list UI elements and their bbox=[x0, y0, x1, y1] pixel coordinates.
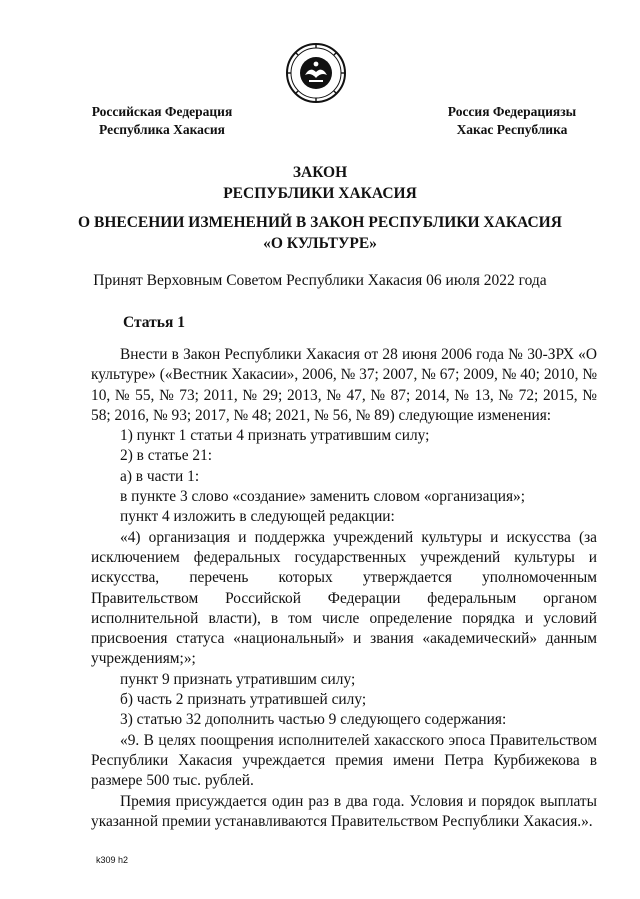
document-code: k309 h2 bbox=[96, 855, 129, 865]
header-right bbox=[432, 103, 592, 139]
law-subject-line2: «О КУЛЬТУРЕ» bbox=[263, 235, 377, 252]
header-left bbox=[82, 103, 242, 139]
header-left-country: Российская Федерация bbox=[91, 104, 233, 119]
header-right-republic: Хакас Республика bbox=[456, 122, 568, 137]
article-paragraph: 1) пункт 1 статьи 4 признать утратившим силу; bbox=[120, 427, 430, 445]
article-paragraph: в пункте 3 слово «создание» заменить словом «организация»; bbox=[120, 488, 525, 506]
article-body bbox=[91, 345, 597, 832]
article-paragraph: «4) организация и поддержка учреждений культуры и искусства (за исключением федеральных государственных учреждений культуры и искусства, перечень которых утверждается уполномоченным Правительством Российской Федерации федеральным органом исполнительной власти), в том числе определение порядка и условий присвоения статуса «национальный» и звания «академический» данным учреждениям;»; bbox=[91, 528, 597, 668]
article-heading: Статья 1 bbox=[123, 314, 185, 331]
header-right-country: Россия Федерациязы bbox=[447, 104, 577, 119]
law-title bbox=[0, 162, 640, 204]
law-subject bbox=[0, 212, 640, 254]
article-paragraph: Внести в Закон Республики Хакасия от 28 июня 2006 года № 30-ЗРХ «О культуре» («Вестник Хакасии», 2006, № 37; 2007, № 67; 2009, № 40; 2010, № 10, № 55, № 73; 2011, № 29; 2013, № 47, № 87; 2014, № 13, № 72; 2015, № 58; 2016, № 93; 2017, № 48; 2021, № 56, № 89) следующие изменения: bbox=[91, 346, 597, 424]
article-paragraph: «9. В целях поощрения исполнителей хакасского эпоса Правительством Республики Хакасия учреждается премия имени Петра Курбижекова в размере 500 тыс. рублей. bbox=[91, 731, 597, 790]
adoption-statement: Принят Верховным Советом Республики Хакасия 06 июля 2022 года bbox=[93, 272, 547, 289]
article-paragraph: пункт 4 изложить в следующей редакции: bbox=[120, 508, 395, 526]
article-paragraph: Премия присуждается один раз в два года. Условия и порядок выплаты указанной премии устанавливаются Правительством Республики Хакасия.». bbox=[91, 792, 597, 830]
law-subject-line1: О ВНЕСЕНИИ ИЗМЕНЕНИЙ В ЗАКОН РЕСПУБЛИКИ ХАКАСИЯ bbox=[78, 214, 562, 231]
article-paragraph: 2) в статье 21: bbox=[120, 447, 213, 465]
law-title-line2: РЕСПУБЛИКИ ХАКАСИЯ bbox=[223, 185, 417, 202]
law-title-line1: ЗАКОН bbox=[292, 164, 348, 181]
article-paragraph: 3) статью 32 дополнить частью 9 следующего содержания: bbox=[120, 711, 507, 729]
article-paragraph: а) в части 1: bbox=[120, 467, 200, 485]
header-left-republic: Республика Хакасия bbox=[99, 122, 225, 137]
article-paragraph: б) часть 2 признать утратившей силу; bbox=[120, 691, 367, 709]
coat-of-arms-emblem bbox=[285, 42, 347, 104]
article-paragraph: пункт 9 признать утратившим силу; bbox=[120, 670, 356, 688]
